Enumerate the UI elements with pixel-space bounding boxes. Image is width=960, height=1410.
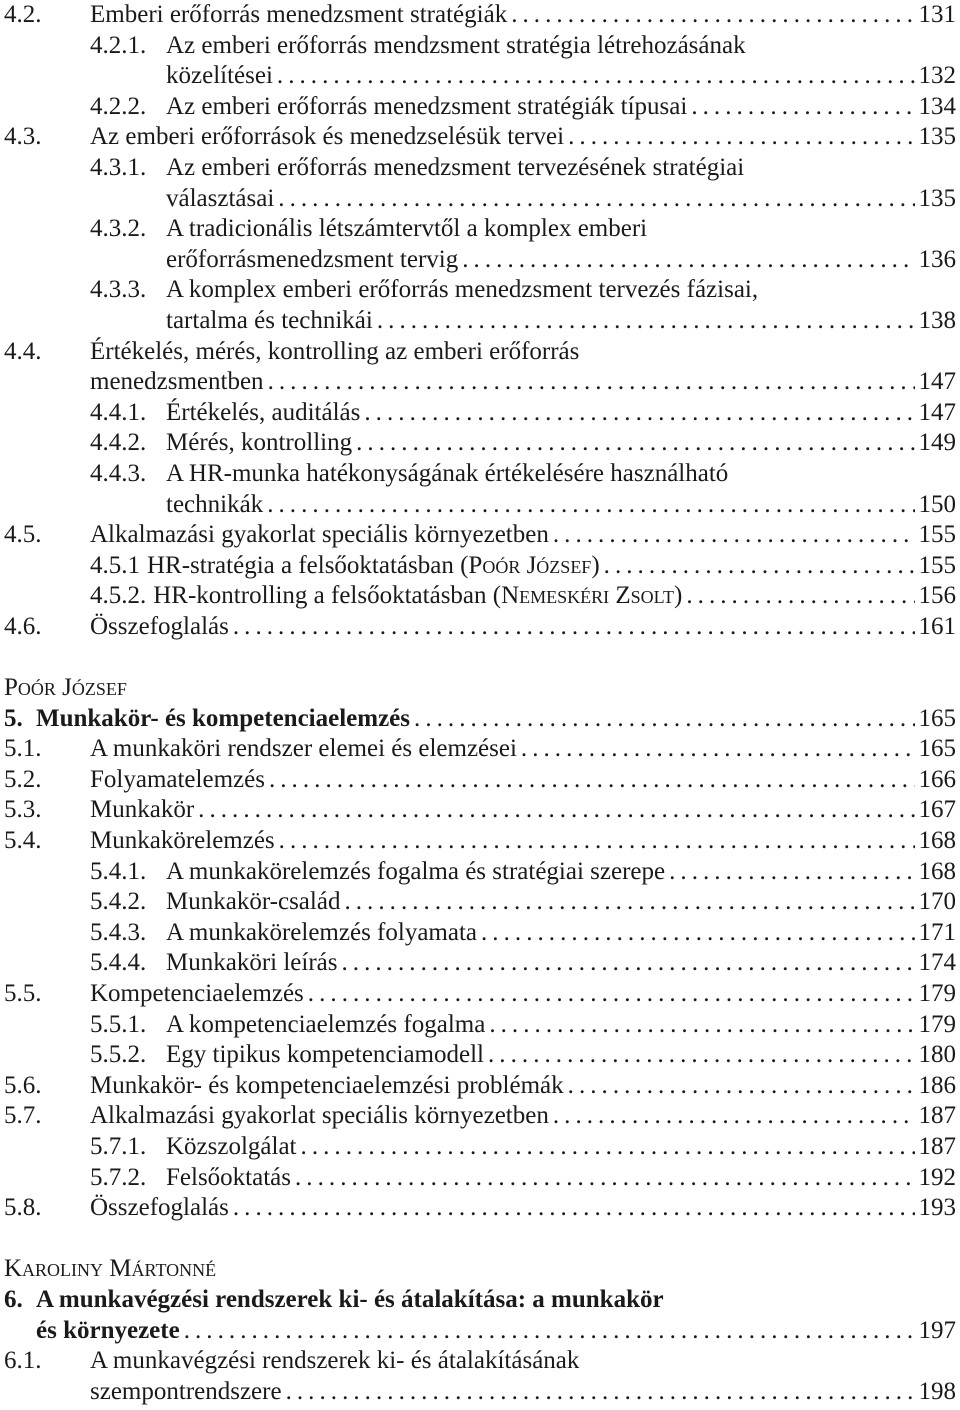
entry-title: Mérés, kontrolling: [166, 429, 353, 457]
toc-entry-continuation: [4, 184, 956, 215]
entry-page: 134: [918, 92, 956, 120]
dot-leader: [462, 245, 914, 276]
dot-leader: [233, 1193, 915, 1224]
entry-title: Munkakörelemzés: [90, 827, 275, 855]
chapter-number: 5.: [4, 704, 23, 732]
entry-number: 5.4.4.: [90, 949, 147, 977]
entry-title: Munkakör: [90, 796, 195, 824]
toc-entry: [4, 1040, 956, 1071]
entry-title: Az emberi erőforrások és menedzselésük tervei: [90, 123, 565, 151]
entry-title: Az emberi erőforrás menedzsment tervezésének stratégiai: [166, 153, 745, 181]
entry-number: 5.5.1.: [90, 1010, 147, 1038]
toc-entry: [4, 31, 956, 62]
entry-page: 147: [918, 368, 956, 396]
dot-leader: [295, 1163, 915, 1194]
dot-leader: [268, 367, 915, 398]
toc-entry: [4, 459, 956, 490]
entry-number: 5.4.3.: [90, 918, 147, 946]
entry-title-continuation: menedzsmentben: [90, 368, 264, 396]
dot-leader: [364, 398, 914, 429]
dot-leader: [414, 704, 914, 735]
entry-page: 135: [918, 123, 956, 151]
entry-title: A komplex emberi erőforrás menedzsment tervezés fázisai,: [166, 276, 759, 304]
entry-page: 136: [918, 245, 956, 273]
chapter-heading-continuation: [4, 1316, 956, 1347]
entry-title: Alkalmazási gyakorlat speciális környezetben: [90, 521, 549, 549]
entry-number: 6.1.: [4, 1347, 42, 1375]
toc-entry: [4, 1346, 956, 1377]
entry-page: 168: [918, 857, 956, 885]
entry-title: [153, 581, 682, 612]
chapter-number: 6.: [4, 1285, 23, 1313]
entry-title-continuation: erőforrásmenedzsment tervig: [166, 245, 459, 273]
entry-title: Az emberi erőforrás mendzsment stratégia létrehozásának: [166, 31, 746, 59]
dot-leader: [198, 795, 914, 826]
dot-leader: [568, 122, 914, 153]
entry-number: 5.7.1.: [90, 1132, 147, 1160]
entry-number: 5.4.: [4, 827, 42, 855]
toc-entry: [4, 1132, 956, 1163]
toc-entry: [4, 979, 956, 1010]
toc-entry: [4, 948, 956, 979]
entry-page: 187: [918, 1132, 956, 1160]
toc-entry: [4, 337, 956, 368]
entry-title: Egy tipikus kompetenciamodell: [166, 1041, 484, 1069]
entry-number: 4.4.1.: [90, 398, 147, 426]
entry-title: Alkalmazási gyakorlat speciális környezetben: [90, 1102, 549, 1130]
chapter-heading: [4, 1285, 956, 1316]
toc-entry: [4, 734, 956, 765]
entry-number: 4.2.: [4, 1, 42, 28]
dot-leader: [344, 887, 914, 918]
toc-entry: [4, 428, 956, 459]
entry-title: Munkaköri leírás: [166, 949, 338, 977]
entry-title: A HR-munka hatékonyságának értékelésére használható: [166, 459, 729, 487]
chapter-author: Karoliny Mártonné: [4, 1255, 217, 1283]
entry-title-text: ): [591, 551, 600, 579]
entry-page: 180: [918, 1041, 956, 1069]
entry-title-text: ): [674, 582, 683, 610]
entry-page: 156: [918, 582, 956, 610]
entry-page: 167: [918, 796, 956, 824]
entry-number: 4.3.3.: [90, 276, 147, 304]
section-5-entries: [4, 734, 956, 1224]
entry-page: 179: [918, 1010, 956, 1038]
dot-leader: [481, 918, 915, 949]
entry-page: 132: [918, 62, 956, 90]
toc-entry: [4, 92, 956, 123]
entry-title: Az emberi erőforrás menedzsment stratégiák típusai: [166, 92, 688, 120]
toc-entry: [4, 1163, 956, 1194]
entry-author: Nemeskéri Zsolt: [501, 582, 675, 610]
dot-leader: [279, 826, 915, 857]
chapter-title-continuation: és környezete: [36, 1316, 180, 1344]
entry-title: Összefoglalás: [90, 1194, 229, 1222]
entry-number: 5.5.2.: [90, 1041, 147, 1069]
entry-title: A kompetenciaelemzés fogalma: [166, 1010, 486, 1038]
entry-number: 5.2.: [4, 765, 42, 793]
entry-page: 165: [918, 735, 956, 763]
dot-leader: [553, 520, 915, 551]
entry-page: 138: [918, 306, 956, 334]
entry-number: 5.3.: [4, 796, 42, 824]
entry-title: Értékelés, auditálás: [166, 398, 361, 426]
entry-page: 174: [918, 949, 956, 977]
toc-entry: [4, 275, 956, 306]
entry-number: 4.4.3.: [90, 459, 147, 487]
entry-title: Munkakör- és kompetenciaelemzési problémák: [90, 1071, 564, 1099]
toc-entry: [4, 795, 956, 826]
toc-entry-continuation: [4, 367, 956, 398]
entry-page: 131: [918, 1, 956, 28]
entry-title: Felsőoktatás: [166, 1163, 291, 1191]
entry-number: 5.4.2.: [90, 888, 147, 916]
toc-entry: [4, 887, 956, 918]
toc-entry-continuation: [4, 1377, 956, 1408]
dot-leader: [308, 979, 915, 1010]
dot-leader: [356, 428, 914, 459]
entry-title: A munkakörelemzés folyamata: [166, 918, 477, 946]
dot-leader: [521, 734, 915, 765]
entry-title: Közszolgálat: [166, 1132, 297, 1160]
entry-page: 168: [918, 827, 956, 855]
entry-title: A munkavégzési rendszerek ki- és átalakításának: [90, 1347, 580, 1375]
chapter-heading: [4, 704, 956, 735]
entry-page: 150: [918, 490, 956, 518]
entry-number: 4.3.: [4, 123, 42, 151]
entry-page: 149: [918, 429, 956, 457]
entry-number: 5.5.: [4, 980, 42, 1007]
entry-page: 192: [918, 1163, 956, 1191]
dot-leader: [686, 581, 914, 612]
entry-number: 4.5.1: [90, 551, 140, 579]
dot-leader: [669, 857, 914, 888]
toc-entry-continuation: [4, 306, 956, 337]
dot-leader: [489, 1010, 914, 1041]
chapter-title: Munkakör- és kompetenciaelemzés: [36, 704, 411, 732]
entry-page: 147: [918, 398, 956, 426]
entry-page: 187: [918, 1102, 956, 1130]
toc-entry: [4, 214, 956, 245]
entry-title-continuation: tartalma és technikái: [166, 306, 373, 334]
entry-title: Kompetenciaelemzés: [90, 980, 304, 1007]
dot-leader: [553, 1101, 915, 1132]
entry-page: 198: [918, 1377, 956, 1405]
dot-leader: [604, 551, 915, 582]
entry-title: Összefoglalás: [90, 612, 229, 640]
dot-leader: [511, 0, 914, 31]
entry-title-text: HR-kontrolling a felsőoktatásban (: [153, 582, 502, 610]
entry-title: A tradicionális létszámtervtől a komplex emberi: [166, 215, 648, 243]
entry-number: 4.3.1.: [90, 153, 147, 181]
entry-page: 170: [918, 888, 956, 916]
entry-number: 5.7.: [4, 1102, 42, 1130]
entry-number: 5.8.: [4, 1194, 42, 1222]
entry-number: 5.7.2.: [90, 1163, 147, 1191]
dot-leader: [488, 1040, 915, 1071]
entry-page: 155: [918, 551, 956, 579]
entry-page: 186: [918, 1071, 956, 1099]
entry-number: 4.2.1.: [90, 31, 147, 59]
entry-page: 135: [918, 184, 956, 212]
toc-entry: [4, 520, 956, 551]
toc-entry: [4, 1071, 956, 1102]
toc-entry: [4, 153, 956, 184]
entry-title: A munkakörelemzés fogalma és stratégiai szerepe: [166, 857, 666, 885]
entry-number: 4.4.: [4, 337, 42, 365]
toc-entry: [4, 765, 956, 796]
dot-leader: [278, 184, 914, 215]
toc-entry: [4, 122, 956, 153]
toc-entry: [4, 1193, 956, 1224]
toc-entry: [4, 918, 956, 949]
dot-leader: [267, 490, 914, 521]
dot-leader: [184, 1316, 915, 1347]
entry-title: [147, 551, 600, 582]
chapter-title: A munkavégzési rendszerek ki- és átalakítása: a munkakör: [36, 1285, 664, 1313]
entry-number: 4.6.: [4, 612, 42, 640]
entry-title-continuation: közelítései: [166, 62, 273, 90]
entry-number: 4.5.: [4, 521, 42, 549]
entry-title: A munkaköri rendszer elemei és elemzései: [90, 735, 517, 763]
dot-leader: [377, 306, 915, 337]
dot-leader: [269, 765, 915, 796]
toc-entry: [4, 581, 956, 612]
toc-entry-continuation: [4, 245, 956, 276]
chapter-author: Poór József: [4, 674, 127, 702]
entry-page: 171: [918, 918, 956, 946]
chapter-page: 165: [918, 704, 956, 732]
entry-number: 5.6.: [4, 1071, 42, 1099]
toc-entry: [4, 1010, 956, 1041]
toc-entry-continuation: [4, 61, 956, 92]
dot-leader: [301, 1132, 915, 1163]
entry-title-continuation: választásai: [166, 184, 275, 212]
dot-leader: [568, 1071, 915, 1102]
toc-entry: [4, 857, 956, 888]
dot-leader: [691, 92, 914, 123]
dot-leader: [233, 612, 915, 643]
entry-number: 4.5.2.: [90, 582, 147, 610]
toc-entry-continuation: [4, 490, 956, 521]
entry-author: Poór József: [468, 551, 592, 579]
entry-title-continuation: szempontrendszere: [90, 1377, 282, 1405]
entry-number: 4.3.2.: [90, 215, 147, 243]
entry-title: Értékelés, mérés, kontrolling az emberi erőforrás: [90, 337, 580, 365]
dot-leader: [277, 61, 915, 92]
entry-page: 166: [918, 765, 956, 793]
entry-number: 4.2.2.: [90, 92, 147, 120]
entry-number: 5.1.: [4, 735, 42, 763]
toc-entry: [4, 1101, 956, 1132]
entry-title: Emberi erőforrás menedzsment stratégiák: [90, 1, 508, 28]
dot-leader: [341, 948, 914, 979]
entry-title: Munkakör-család: [166, 888, 341, 916]
entry-page: 161: [918, 612, 956, 640]
entry-number: 5.4.1.: [90, 857, 147, 885]
entry-title-continuation: technikák: [166, 490, 264, 518]
entry-page: 193: [918, 1194, 956, 1222]
chapter-page: 197: [918, 1316, 956, 1344]
toc-entry: [4, 551, 956, 582]
dot-leader: [286, 1377, 915, 1408]
toc-entry: [4, 826, 956, 857]
toc-entry: [4, 0, 956, 31]
entry-title-text: HR-stratégia a felsőoktatásban (: [147, 551, 469, 579]
entry-page: 179: [918, 980, 956, 1007]
entry-number: 4.4.2.: [90, 429, 147, 457]
entry-title: Folyamatelemzés: [90, 765, 265, 793]
toc-entry: [4, 612, 956, 643]
toc-entry: [4, 398, 956, 429]
entry-page: 155: [918, 521, 956, 549]
